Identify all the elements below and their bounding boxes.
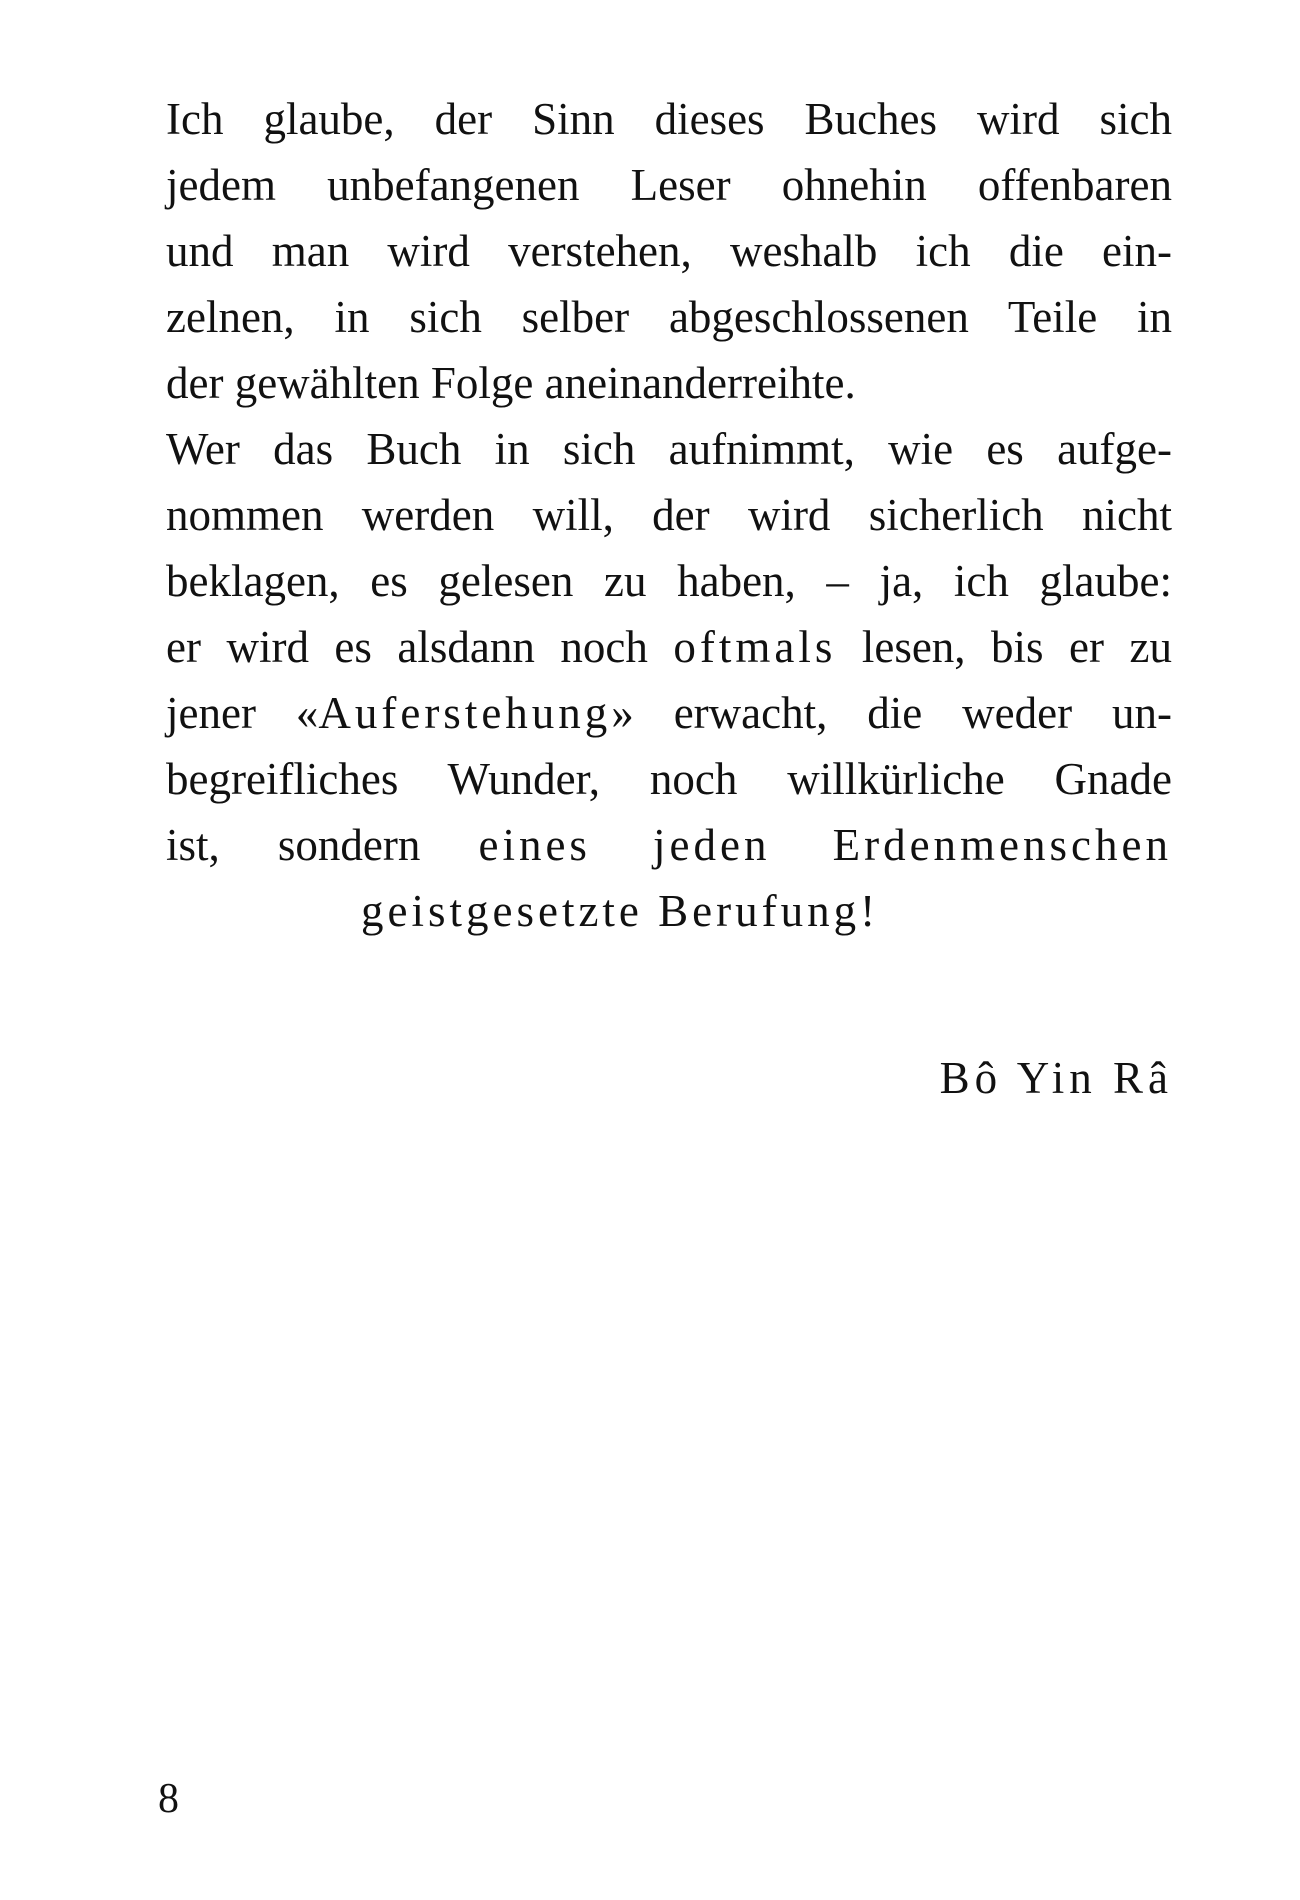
- page-number: 8: [158, 1776, 179, 1822]
- text-line: [166, 812, 1172, 878]
- text-line: [166, 614, 1172, 680]
- text-line: Ich glaube, der Sinn dieses Buches wird sich: [166, 94, 1172, 144]
- text-segment: er wird es alsdann noch: [166, 622, 674, 672]
- author-signature: Bô Yin Râ: [939, 1053, 1173, 1103]
- text-line: nommen werden will, der wird sicherlich nicht: [166, 490, 1172, 540]
- text-line: Wer das Buch in sich aufnimmt, wie es aufge-: [166, 424, 1172, 474]
- text-line: zelnen, in sich selber abgeschlossenen Teile in: [166, 292, 1172, 342]
- text-segment: » erwacht, die weder un-: [611, 688, 1173, 738]
- emphasized-word: Auferstehung: [318, 688, 612, 738]
- emphasized-phrase: eines jeden Erdenmenschen: [478, 820, 1172, 870]
- text-line-final: geistgesetzte Berufung!: [361, 886, 880, 936]
- body-text: [166, 86, 1172, 944]
- emphasized-word: oftmals: [673, 622, 837, 672]
- text-line: der gewählten Folge aneinanderreihte.: [166, 358, 856, 408]
- text-segment: lesen, bis er zu: [836, 622, 1172, 672]
- text-segment: jener «: [166, 688, 319, 738]
- text-line: jedem unbefangenen Leser ohnehin offenbaren: [166, 160, 1172, 210]
- text-line: [166, 680, 1172, 746]
- text-segment: ist, sondern: [166, 820, 479, 870]
- text-line: und man wird verstehen, weshalb ich die ein-: [166, 226, 1172, 276]
- text-line: beklagen, es gelesen zu haben, – ja, ich glaube:: [166, 556, 1172, 606]
- text-line: begreifliches Wunder, noch willkürliche Gnade: [166, 754, 1172, 804]
